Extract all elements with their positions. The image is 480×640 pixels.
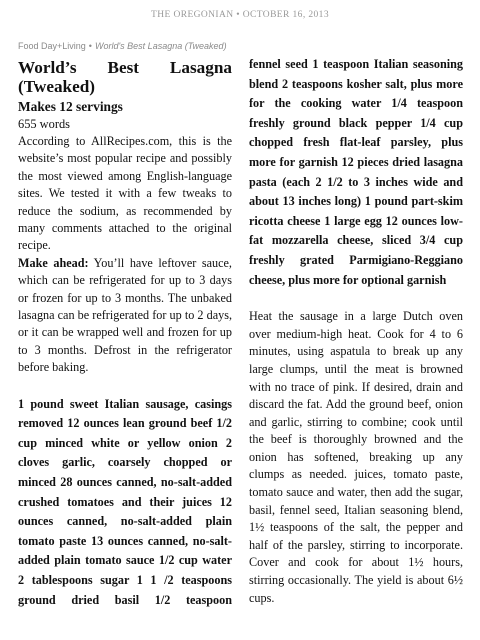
directions-paragraph: Heat the sausage in a large Dutch oven over medium-high heat. Cook for 4 to 6 minutes, using aspatula to break up any large clumps, until the meat is browned with no trace of pink. If desired, drain and discard the fat. Add the ground beef, onion and garlic, stirring to combine; cook until the beef is thoroughly browned and the onion has softened, breaking up any clumps as needed. juices, tomato paste, tomato sauce and water, then add the sugar, basil, fennel seed, Italian seasoning blend, 1½ teaspoons of the salt, the pepper and half of the parsley, stirring to incorporate. Cover and cook for about 1½ hours, stirring occasionally. The yield is about 6½ cups. bbox=[249, 309, 463, 605]
article-title: World’s Best Lasagna (Tweaked) bbox=[18, 58, 232, 96]
running-head: THE OREGONIAN • OCTOBER 16, 2013 bbox=[151, 10, 329, 20]
ingredients-list-part-1: 1 pound sweet Italian sausage, casings removed 12 ounces lean ground beef 1/2 cup minced white or yellow onion 2 cloves garlic, coarsely chopped or minced 28 ounces canned, no-salt-added crushed tomatoes and their juices 12 ounces canned, no-salt-added plain tomato paste 13 ounces canned, no-salt-added plain tomato sauce 1/2 cup water 2 tablespoons sugar 1 1 /2 teaspoons ground dried basil 1/2 teaspoon bbox=[18, 396, 232, 607]
breadcrumb-current: World's Best Lasagna (Tweaked) bbox=[94, 41, 227, 51]
breadcrumb-section-link[interactable]: Food Day+Living bbox=[18, 41, 86, 51]
ingredients-list-part-2: fennel seed 1 teaspoon Italian seasoning blend 2 teaspoons kosher salt, plus more for the cooking water 1/4 teaspoon freshly ground black pepper 1/4 cup chopped fresh flat-leaf parsley, plus more for garnish 12 pieces dried lasagna pasta (each 2 1/2 to 3 inches wide and about 13 inches long) 1 pound part-skim ricotta cheese 1 large egg 12 ounces low-fat mozzarella cheese, sliced 3/4 cup freshly grated Parmigiano-Reggiano cheese, plus more for optional garnish bbox=[249, 57, 463, 287]
article-column-right bbox=[249, 55, 463, 607]
make-ahead-paragraph bbox=[18, 255, 232, 377]
article-column-left bbox=[18, 58, 232, 610]
servings: Makes 12 servings bbox=[18, 99, 123, 114]
make-ahead-text: You’ll have leftover sauce, which can be refrigerated for up to 3 days or frozen for up to 3 months. The unbaked lasagna can be refrigerated for up to 2 days, or it can be wrapped well and frozen for up to 3 months. Defrost in the refrigerator before baking. bbox=[18, 255, 232, 375]
intro-paragraph: According to AllRecipes.com, this is the website’s most popular recipe and possibly the most viewed among English-language sites. We tested it with a few tweaks to reduce the sodium, as recommended by many comments attached to the original recipe. bbox=[18, 134, 232, 253]
breadcrumb bbox=[18, 41, 227, 51]
breadcrumb-separator: • bbox=[88, 41, 92, 51]
word-count: 655 words bbox=[18, 117, 70, 131]
make-ahead-label: Make ahead: bbox=[18, 255, 89, 270]
